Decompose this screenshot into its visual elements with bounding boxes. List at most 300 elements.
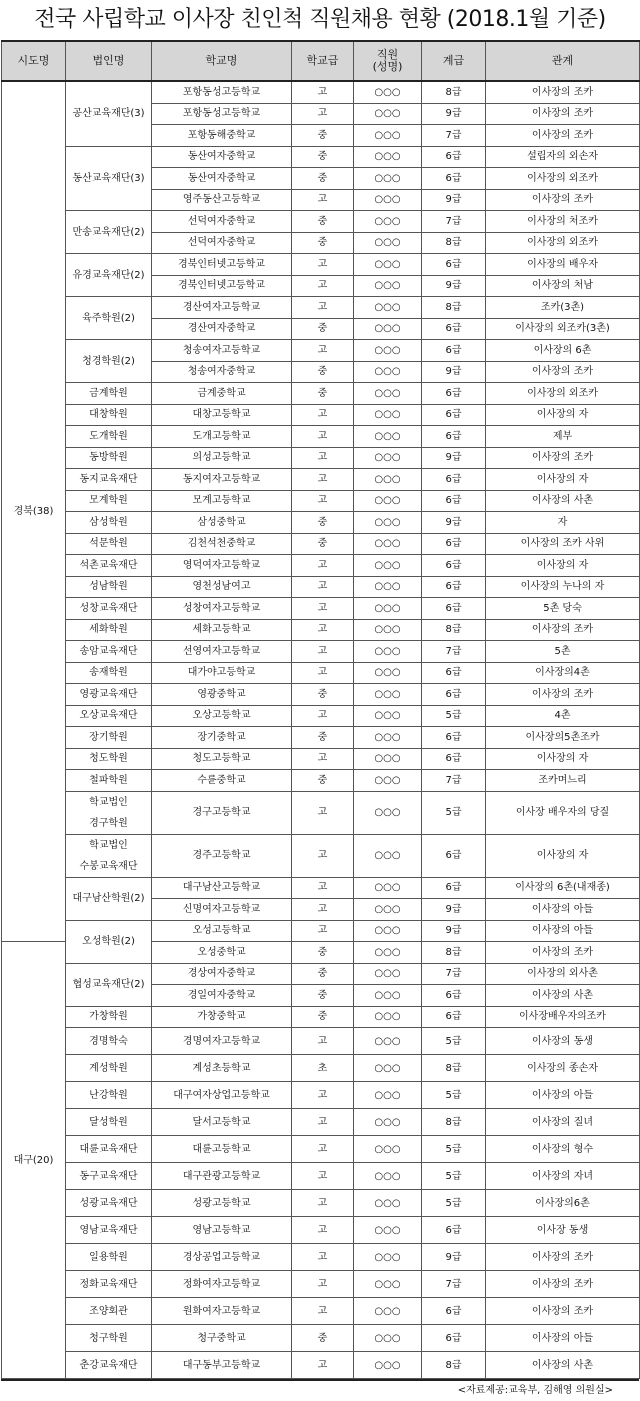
level-cell: 중 — [292, 684, 354, 706]
relation-cell: 이사장의 외조카 — [486, 383, 640, 405]
grade-cell: 8급 — [422, 942, 486, 964]
grade-cell: 5급 — [422, 1136, 486, 1163]
staff-cell: ○○○ — [354, 942, 422, 964]
level-cell: 고 — [292, 1028, 354, 1055]
staff-cell: ○○○ — [354, 770, 422, 792]
grade-cell: 7급 — [422, 125, 486, 147]
grade-cell: 5급 — [422, 1163, 486, 1190]
level-cell: 고 — [292, 899, 354, 921]
school-cell: 포항동해중학교 — [152, 125, 292, 147]
grade-cell: 8급 — [422, 232, 486, 254]
level-cell: 고 — [292, 748, 354, 770]
foundation-cell: 일용학원 — [66, 1244, 152, 1271]
relation-cell: 이사장의 조카 — [486, 1298, 640, 1325]
staff-cell: ○○○ — [354, 1028, 422, 1055]
relation-cell: 이사장 동생 — [486, 1217, 640, 1244]
relation-cell: 이사장의 누나의 자 — [486, 576, 640, 598]
foundation-cell: 유경교육재단(2) — [66, 254, 152, 297]
staff-cell: ○○○ — [354, 1325, 422, 1352]
foundation-cell: 도개학원 — [66, 426, 152, 448]
staff-table — [1, 40, 640, 1379]
grade-cell: 5급 — [422, 1190, 486, 1217]
school-cell: 대구남산고등학교 — [152, 877, 292, 899]
relation-cell: 이사장의 조카 — [486, 1244, 640, 1271]
staff-cell: ○○○ — [354, 834, 422, 877]
level-cell: 고 — [292, 641, 354, 663]
school-cell: 경산여자고등학교 — [152, 297, 292, 319]
level-cell: 고 — [292, 490, 354, 512]
grade-cell: 5급 — [422, 705, 486, 727]
grade-cell: 9급 — [422, 103, 486, 125]
grade-cell: 6급 — [422, 662, 486, 684]
table-row — [2, 297, 640, 319]
table-row — [2, 1352, 640, 1379]
level-cell: 중 — [292, 1325, 354, 1352]
foundation-cell: 성광교육재단 — [66, 1190, 152, 1217]
staff-cell: ○○○ — [354, 490, 422, 512]
table-row — [2, 533, 640, 555]
staff-cell: ○○○ — [354, 985, 422, 1007]
level-cell: 고 — [292, 598, 354, 620]
header-school: 학교명 — [152, 41, 292, 81]
table-row — [2, 211, 640, 233]
relation-cell: 5촌 당숙 — [486, 598, 640, 620]
school-cell: 금계중학교 — [152, 383, 292, 405]
foundation-cell: 조양회관 — [66, 1298, 152, 1325]
school-cell: 원화여자고등학교 — [152, 1298, 292, 1325]
table-row — [2, 383, 640, 405]
foundation-cell: 청도학원 — [66, 748, 152, 770]
staff-cell: ○○○ — [354, 1190, 422, 1217]
school-cell: 도개고등학교 — [152, 426, 292, 448]
relation-cell: 이사장의 자 — [486, 404, 640, 426]
relation-cell: 이사장 배우자의 당질 — [486, 791, 640, 834]
relation-cell: 자 — [486, 512, 640, 534]
grade-cell: 9급 — [422, 361, 486, 383]
staff-cell: ○○○ — [354, 168, 422, 190]
school-cell: 장기중학교 — [152, 727, 292, 749]
table-row — [2, 598, 640, 620]
table-row — [2, 1271, 640, 1298]
foundation-cell: 대창학원 — [66, 404, 152, 426]
grade-cell: 6급 — [422, 1298, 486, 1325]
school-cell: 수륜중학교 — [152, 770, 292, 792]
school-cell: 동산여자중학교 — [152, 146, 292, 168]
level-cell: 고 — [292, 576, 354, 598]
level-cell: 고 — [292, 555, 354, 577]
school-cell: 대륜고등학교 — [152, 1136, 292, 1163]
school-cell: 신명여자고등학교 — [152, 899, 292, 921]
grade-cell: 6급 — [422, 877, 486, 899]
school-cell: 대구관광고등학교 — [152, 1163, 292, 1190]
level-cell: 중 — [292, 125, 354, 147]
staff-cell: ○○○ — [354, 748, 422, 770]
school-cell: 경상공업고등학교 — [152, 1244, 292, 1271]
level-cell: 중 — [292, 512, 354, 534]
school-cell: 청송여자중학교 — [152, 361, 292, 383]
school-cell: 오상고등학교 — [152, 705, 292, 727]
relation-cell: 이사장의 외조카(3촌) — [486, 318, 640, 340]
staff-cell: ○○○ — [354, 146, 422, 168]
table-row — [2, 254, 640, 276]
header-level: 학교급 — [292, 41, 354, 81]
school-cell: 동산여자중학교 — [152, 168, 292, 190]
relation-cell: 이사장의 조카 — [486, 1271, 640, 1298]
foundation-cell: 영남교육재단 — [66, 1217, 152, 1244]
grade-cell: 9급 — [422, 1244, 486, 1271]
staff-cell: ○○○ — [354, 684, 422, 706]
grade-cell: 8급 — [422, 297, 486, 319]
grade-cell: 8급 — [422, 619, 486, 641]
school-cell: 오성고등학교 — [152, 920, 292, 942]
foundation-cell: 송암교육재단 — [66, 641, 152, 663]
level-cell: 중 — [292, 963, 354, 985]
foundation-cell: 만송교육재단(2) — [66, 211, 152, 254]
foundation-cell: 금계학원 — [66, 383, 152, 405]
level-cell: 중 — [292, 533, 354, 555]
level-cell: 중 — [292, 985, 354, 1007]
grade-cell: 6급 — [422, 426, 486, 448]
staff-cell: ○○○ — [354, 576, 422, 598]
foundation-cell: 춘강교육재단 — [66, 1352, 152, 1379]
school-cell: 계성초등학교 — [152, 1055, 292, 1082]
staff-cell: ○○○ — [354, 641, 422, 663]
relation-cell: 이사장의 자녀 — [486, 1163, 640, 1190]
table-row — [2, 404, 640, 426]
level-cell: 고 — [292, 1244, 354, 1271]
foundation-cell: 공산교육재단(3) — [66, 81, 152, 146]
staff-cell: ○○○ — [354, 232, 422, 254]
grade-cell: 6급 — [422, 340, 486, 362]
foundation-cell: 학교법인 수봉교육재단 — [66, 834, 152, 877]
grade-cell: 6급 — [422, 318, 486, 340]
grade-cell: 8급 — [422, 1055, 486, 1082]
table-row — [2, 1298, 640, 1325]
table-row — [2, 727, 640, 749]
staff-cell: ○○○ — [354, 383, 422, 405]
staff-cell: ○○○ — [354, 727, 422, 749]
table-row — [2, 1109, 640, 1136]
foundation-cell: 계성학원 — [66, 1055, 152, 1082]
relation-cell: 이사장의 사촌 — [486, 490, 640, 512]
staff-cell: ○○○ — [354, 361, 422, 383]
table-row — [2, 641, 640, 663]
relation-cell: 이사장의 6촌(내재종) — [486, 877, 640, 899]
school-cell: 달서고등학교 — [152, 1109, 292, 1136]
relation-cell: 이사장의 외사촌 — [486, 963, 640, 985]
relation-cell: 이사장의 자 — [486, 469, 640, 491]
relation-cell: 이사장의 조카 — [486, 942, 640, 964]
relation-cell: 이사장의 조카 — [486, 103, 640, 125]
table-row — [2, 555, 640, 577]
page-title: 전국 사립학교 이사장 친인척 직원채용 현황 (2018.1월 기준) — [34, 7, 606, 32]
staff-cell: ○○○ — [354, 404, 422, 426]
school-cell: 경주고등학교 — [152, 834, 292, 877]
level-cell: 고 — [292, 254, 354, 276]
level-cell: 고 — [292, 103, 354, 125]
foundation-cell: 달성학원 — [66, 1109, 152, 1136]
school-cell: 경상여자중학교 — [152, 963, 292, 985]
grade-cell: 5급 — [422, 791, 486, 834]
staff-cell: ○○○ — [354, 297, 422, 319]
grade-cell: 6급 — [422, 727, 486, 749]
table-row — [2, 1136, 640, 1163]
staff-cell: ○○○ — [354, 426, 422, 448]
table-row — [2, 1244, 640, 1271]
foundation-cell: 협성교육재단(2) — [66, 963, 152, 1006]
staff-cell: ○○○ — [354, 81, 422, 103]
table-row — [2, 684, 640, 706]
table-row — [2, 791, 640, 834]
foundation-cell: 영광교육재단 — [66, 684, 152, 706]
grade-cell: 6급 — [422, 469, 486, 491]
level-cell: 고 — [292, 297, 354, 319]
staff-cell: ○○○ — [354, 103, 422, 125]
foundation-cell: 학교법인 경구학원 — [66, 791, 152, 834]
table-row — [2, 469, 640, 491]
level-cell: 중 — [292, 232, 354, 254]
level-cell: 고 — [292, 834, 354, 877]
level-cell: 중 — [292, 168, 354, 190]
staff-cell: ○○○ — [354, 211, 422, 233]
relation-cell: 이사장의 처조카 — [486, 211, 640, 233]
school-cell: 선덕여자중학교 — [152, 232, 292, 254]
header-staff: 직원 (성명) — [354, 41, 422, 81]
staff-cell: ○○○ — [354, 1271, 422, 1298]
table-row — [2, 662, 640, 684]
grade-cell: 9급 — [422, 189, 486, 211]
table-row — [2, 748, 640, 770]
level-cell: 고 — [292, 791, 354, 834]
school-cell: 김천석천중학교 — [152, 533, 292, 555]
level-cell: 중 — [292, 727, 354, 749]
staff-cell: ○○○ — [354, 318, 422, 340]
school-cell: 경구고등학교 — [152, 791, 292, 834]
foundation-cell: 석문학원 — [66, 533, 152, 555]
table-row — [2, 1217, 640, 1244]
table-row — [2, 447, 640, 469]
level-cell: 중 — [292, 211, 354, 233]
staff-cell: ○○○ — [354, 1136, 422, 1163]
foundation-cell: 석촌교육재단 — [66, 555, 152, 577]
grade-cell: 9급 — [422, 275, 486, 297]
relation-cell: 조카(3촌) — [486, 297, 640, 319]
table-row — [2, 834, 640, 877]
foundation-cell: 대구남산학원(2) — [66, 877, 152, 920]
foundation-cell: 삼성학원 — [66, 512, 152, 534]
foundation-cell: 송재학원 — [66, 662, 152, 684]
table-row — [2, 1325, 640, 1352]
relation-cell: 이사장의 조카 — [486, 125, 640, 147]
grade-cell: 6급 — [422, 684, 486, 706]
relation-cell: 제부 — [486, 426, 640, 448]
grade-cell: 8급 — [422, 1352, 486, 1379]
grade-cell: 6급 — [422, 1006, 486, 1028]
relation-cell: 이사장의 자 — [486, 555, 640, 577]
grade-cell: 7급 — [422, 963, 486, 985]
school-cell: 오성중학교 — [152, 942, 292, 964]
relation-cell: 5촌 — [486, 641, 640, 663]
staff-cell: ○○○ — [354, 1055, 422, 1082]
table-row — [2, 619, 640, 641]
region-cell: 경북(38) — [2, 81, 66, 942]
foundation-cell: 철파학원 — [66, 770, 152, 792]
foundation-cell: 오성학원(2) — [66, 920, 152, 963]
relation-cell: 이사장의 아들 — [486, 1082, 640, 1109]
relation-cell: 4촌 — [486, 705, 640, 727]
header-region: 시도명 — [2, 41, 66, 81]
table-body — [2, 81, 640, 1379]
grade-cell: 6급 — [422, 598, 486, 620]
foundation-cell: 동지교육재단 — [66, 469, 152, 491]
grade-cell: 9급 — [422, 899, 486, 921]
relation-cell: 이사장의 조카 — [486, 684, 640, 706]
foundation-cell: 동구교육재단 — [66, 1163, 152, 1190]
foundation-cell: 장기학원 — [66, 727, 152, 749]
foundation-cell: 육주학원(2) — [66, 297, 152, 340]
relation-cell: 이사장의 외조카 — [486, 168, 640, 190]
relation-cell: 이사장의 자 — [486, 834, 640, 877]
grade-cell: 5급 — [422, 1028, 486, 1055]
school-cell: 경북인터넷고등학교 — [152, 254, 292, 276]
level-cell: 고 — [292, 1109, 354, 1136]
grade-cell: 6급 — [422, 985, 486, 1007]
school-cell: 청송여자고등학교 — [152, 340, 292, 362]
foundation-cell: 동산교육재단(3) — [66, 146, 152, 211]
table-header-row — [2, 41, 640, 81]
relation-cell: 설립자의 외손자 — [486, 146, 640, 168]
table-row — [2, 512, 640, 534]
school-cell: 대가야고등학교 — [152, 662, 292, 684]
grade-cell: 8급 — [422, 1109, 486, 1136]
relation-cell: 이사장의 아들 — [486, 899, 640, 921]
level-cell: 고 — [292, 1217, 354, 1244]
school-cell: 청도고등학교 — [152, 748, 292, 770]
school-cell: 모계고등학교 — [152, 490, 292, 512]
relation-cell: 이사장의6촌 — [486, 1190, 640, 1217]
level-cell: 중 — [292, 383, 354, 405]
table-row — [2, 426, 640, 448]
table-row — [2, 877, 640, 899]
staff-cell: ○○○ — [354, 899, 422, 921]
foundation-cell: 청경학원(2) — [66, 340, 152, 383]
relation-cell: 이사장의 조카 — [486, 447, 640, 469]
relation-cell: 이사장의 아들 — [486, 1325, 640, 1352]
level-cell: 중 — [292, 942, 354, 964]
table-row — [2, 920, 640, 942]
relation-cell: 이사장의 배우자 — [486, 254, 640, 276]
relation-cell: 이사장의 처남 — [486, 275, 640, 297]
grade-cell: 6급 — [422, 1217, 486, 1244]
relation-cell: 이사장의 조카 사위 — [486, 533, 640, 555]
staff-cell: ○○○ — [354, 125, 422, 147]
school-cell: 성광고등학교 — [152, 1190, 292, 1217]
grade-cell: 7급 — [422, 770, 486, 792]
school-cell: 삼성중학교 — [152, 512, 292, 534]
relation-cell: 이사장의 종손자 — [486, 1055, 640, 1082]
grade-cell: 6급 — [422, 168, 486, 190]
staff-cell: ○○○ — [354, 1244, 422, 1271]
staff-cell: ○○○ — [354, 1217, 422, 1244]
school-cell: 선영여자고등학교 — [152, 641, 292, 663]
relation-cell: 조카며느리 — [486, 770, 640, 792]
foundation-cell: 오상교육재단 — [66, 705, 152, 727]
table-row — [2, 963, 640, 985]
foundation-cell: 난강학원 — [66, 1082, 152, 1109]
staff-cell: ○○○ — [354, 533, 422, 555]
grade-cell: 6급 — [422, 834, 486, 877]
grade-cell: 6급 — [422, 1325, 486, 1352]
staff-cell: ○○○ — [354, 447, 422, 469]
relation-cell: 이사장의 외조카 — [486, 232, 640, 254]
grade-cell: 6급 — [422, 404, 486, 426]
level-cell: 중 — [292, 1006, 354, 1028]
staff-cell: ○○○ — [354, 619, 422, 641]
table-row — [2, 340, 640, 362]
grade-cell: 5급 — [422, 1082, 486, 1109]
header-foundation: 법인명 — [66, 41, 152, 81]
level-cell: 고 — [292, 189, 354, 211]
relation-cell: 이사장의 조카 — [486, 361, 640, 383]
level-cell: 고 — [292, 662, 354, 684]
grade-cell: 9급 — [422, 920, 486, 942]
staff-cell: ○○○ — [354, 469, 422, 491]
staff-cell: ○○○ — [354, 705, 422, 727]
level-cell: 고 — [292, 705, 354, 727]
grade-cell: 6급 — [422, 748, 486, 770]
grade-cell: 6급 — [422, 146, 486, 168]
school-cell: 경일여자중학교 — [152, 985, 292, 1007]
foundation-cell: 동방학원 — [66, 447, 152, 469]
grade-cell: 8급 — [422, 81, 486, 103]
school-cell: 경산여자중학교 — [152, 318, 292, 340]
relation-cell: 이사장의 아들 — [486, 920, 640, 942]
school-cell: 포항동성고등학교 — [152, 103, 292, 125]
level-cell: 고 — [292, 426, 354, 448]
staff-cell: ○○○ — [354, 275, 422, 297]
level-cell: 고 — [292, 1082, 354, 1109]
level-cell: 고 — [292, 340, 354, 362]
foundation-cell: 성남학원 — [66, 576, 152, 598]
staff-cell: ○○○ — [354, 1352, 422, 1379]
staff-cell: ○○○ — [354, 1109, 422, 1136]
school-cell: 대구여자상업고등학교 — [152, 1082, 292, 1109]
level-cell: 고 — [292, 920, 354, 942]
foundation-cell: 성창교육재단 — [66, 598, 152, 620]
level-cell: 고 — [292, 81, 354, 103]
level-cell: 중 — [292, 770, 354, 792]
level-cell: 고 — [292, 1190, 354, 1217]
school-cell: 포항동성고등학교 — [152, 81, 292, 103]
school-cell: 정화여자고등학교 — [152, 1271, 292, 1298]
staff-cell: ○○○ — [354, 791, 422, 834]
school-cell: 세화고등학교 — [152, 619, 292, 641]
level-cell: 고 — [292, 1298, 354, 1325]
grade-cell: 6급 — [422, 254, 486, 276]
level-cell: 고 — [292, 619, 354, 641]
table-row — [2, 1028, 640, 1055]
grade-cell: 6급 — [422, 576, 486, 598]
staff-cell: ○○○ — [354, 1163, 422, 1190]
staff-cell: ○○○ — [354, 555, 422, 577]
table-row — [2, 1190, 640, 1217]
relation-cell: 이사장의4촌 — [486, 662, 640, 684]
school-cell: 청구중학교 — [152, 1325, 292, 1352]
foundation-cell: 대륜교육재단 — [66, 1136, 152, 1163]
school-cell: 의성고등학교 — [152, 447, 292, 469]
level-cell: 초 — [292, 1055, 354, 1082]
school-cell: 경명여자고등학교 — [152, 1028, 292, 1055]
